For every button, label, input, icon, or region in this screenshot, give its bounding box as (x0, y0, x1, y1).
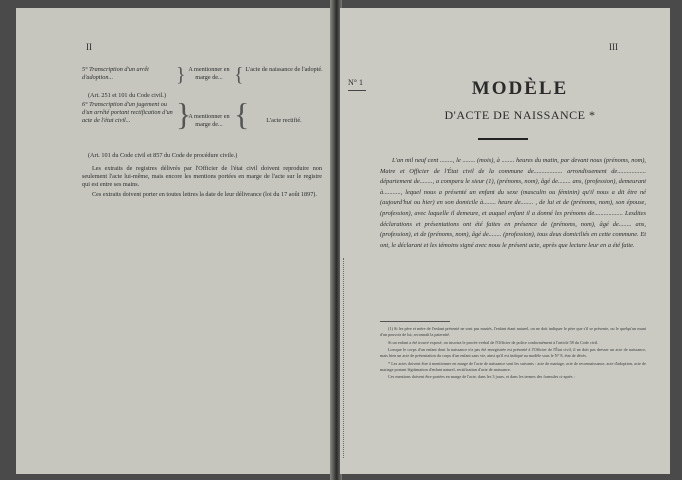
footnote: Lorsque le corps d'un enfant dont la naissance n'a pas été enregistrée est présenté à l'Officier de l'État civil, il ne doit pas dresser un acte de naissance, mais bien un acte de présentation du corps d'un enfant sans vie, ainsi qu'il est indiqué au modèle sous le N° 8, état de décès. (380, 347, 646, 359)
title-rule (478, 138, 528, 140)
row-target: L'acte rectifié. (266, 117, 302, 124)
row-target: L'acte de naissance de l'adopté. (245, 66, 323, 73)
page-subtitle: D'ACTE DE NAISSANCE * (444, 108, 596, 122)
left-page (16, 8, 332, 474)
right-page (340, 8, 670, 474)
brace-icon: { (234, 64, 244, 86)
footnote-divider (380, 321, 450, 322)
extracts-paragraph: Les extraits de registres délivrés par l'Officier de l'état civil doivent reproduire non seulement l'acte lui-même, mais encore les mentions portées en marge de l'acte sur le registre qui est entre ses mains. (82, 165, 322, 189)
row-action: A mentionner en marge de... (188, 113, 230, 129)
brace-icon: } (176, 96, 192, 132)
date-paragraph: Ces extraits doivent porter en toutes lettres la date de leur délivrance (loi du 17 août 1897). (92, 191, 317, 198)
row-description: 5° Transcription d'un arrêt d'adoption... (82, 66, 149, 82)
page-title: MODÈLE (471, 78, 569, 99)
footnotes (380, 326, 646, 382)
right-page-number: III (609, 42, 618, 52)
birth-act-template-text: L'an mil neuf cent ........, le ........ (mois), à ........ heures du matin, par devant nous (prénoms, nom), Maire et Officier de l'État civil de la commune de.................. arrondissement de.................. département de........, a comparu le sieur (1), (prénoms, nom), âgé de........ ans, (profession), demeurant à..........., lequel nous a présenté un enfant du sexe (masculin ou féminin) qu'il nous a dit être né (aujourd'hui ou hier) en son domicile à........ heure de........ , de lui et de (prénoms, nom), son épouse, (profession), avec laquelle il demeure, et auquel enfant il a donné les prénoms de.................. Lesdites déclarations et présentations ont été faites en présence de (prénoms, nom), âgé de........ ans, (profession), et de (prénoms, nom), âgé de........ (profession), tous deux domiciliés en cette commune. Et ont, le déclarant et les témoins signé avec nous le présent acte, après que lecture leur en a été faite. (380, 157, 646, 249)
article-reference: (Art. 101 du Code civil et 857 du Code de procédure civile.) (88, 152, 238, 159)
footnote: (1) Si les père et mère de l'enfant présenté ne sont pas mariés, l'enfant étant naturel, on ne doit indiquer le père que s'il se présente, ou le quelqu'un muni d'un pouvoir de lui, reconnaît la paternité. (380, 326, 646, 338)
footnote: * Les actes doivent être à mentionner en marge de l'acte de naissance sont les suivants : acte de mariage, acte de reconnaissance, acte d'adoption, acte de mariage portant légitimation d'enfant naturel, rectification d'acte de naissance. (380, 360, 646, 372)
perforation-line (343, 258, 345, 458)
article-reference: (Art. 251 et 101 du Code civil.) (88, 92, 167, 99)
row-action: A mentionner en marge de... (188, 66, 230, 82)
divider (348, 90, 366, 91)
model-number: N° 1 (348, 78, 363, 87)
left-page-number: II (86, 42, 92, 52)
footnote: Si un enfant a été trouvé exposé, on inscrira le procès-verbal de l'Officier de police conformément à l'article 58 du Code civil. (388, 339, 599, 345)
row-description: 6° Transcription d'un jugement ou d'un arrêté portant rectification d'un acte de l'état civil... (82, 101, 173, 125)
footnote: Ces mentions doivent être portées en marge de l'acte, dans les 3 jours, et dans les termes des formules ci-après : (388, 374, 575, 380)
brace-icon: } (176, 64, 186, 86)
brace-icon: { (234, 96, 250, 132)
